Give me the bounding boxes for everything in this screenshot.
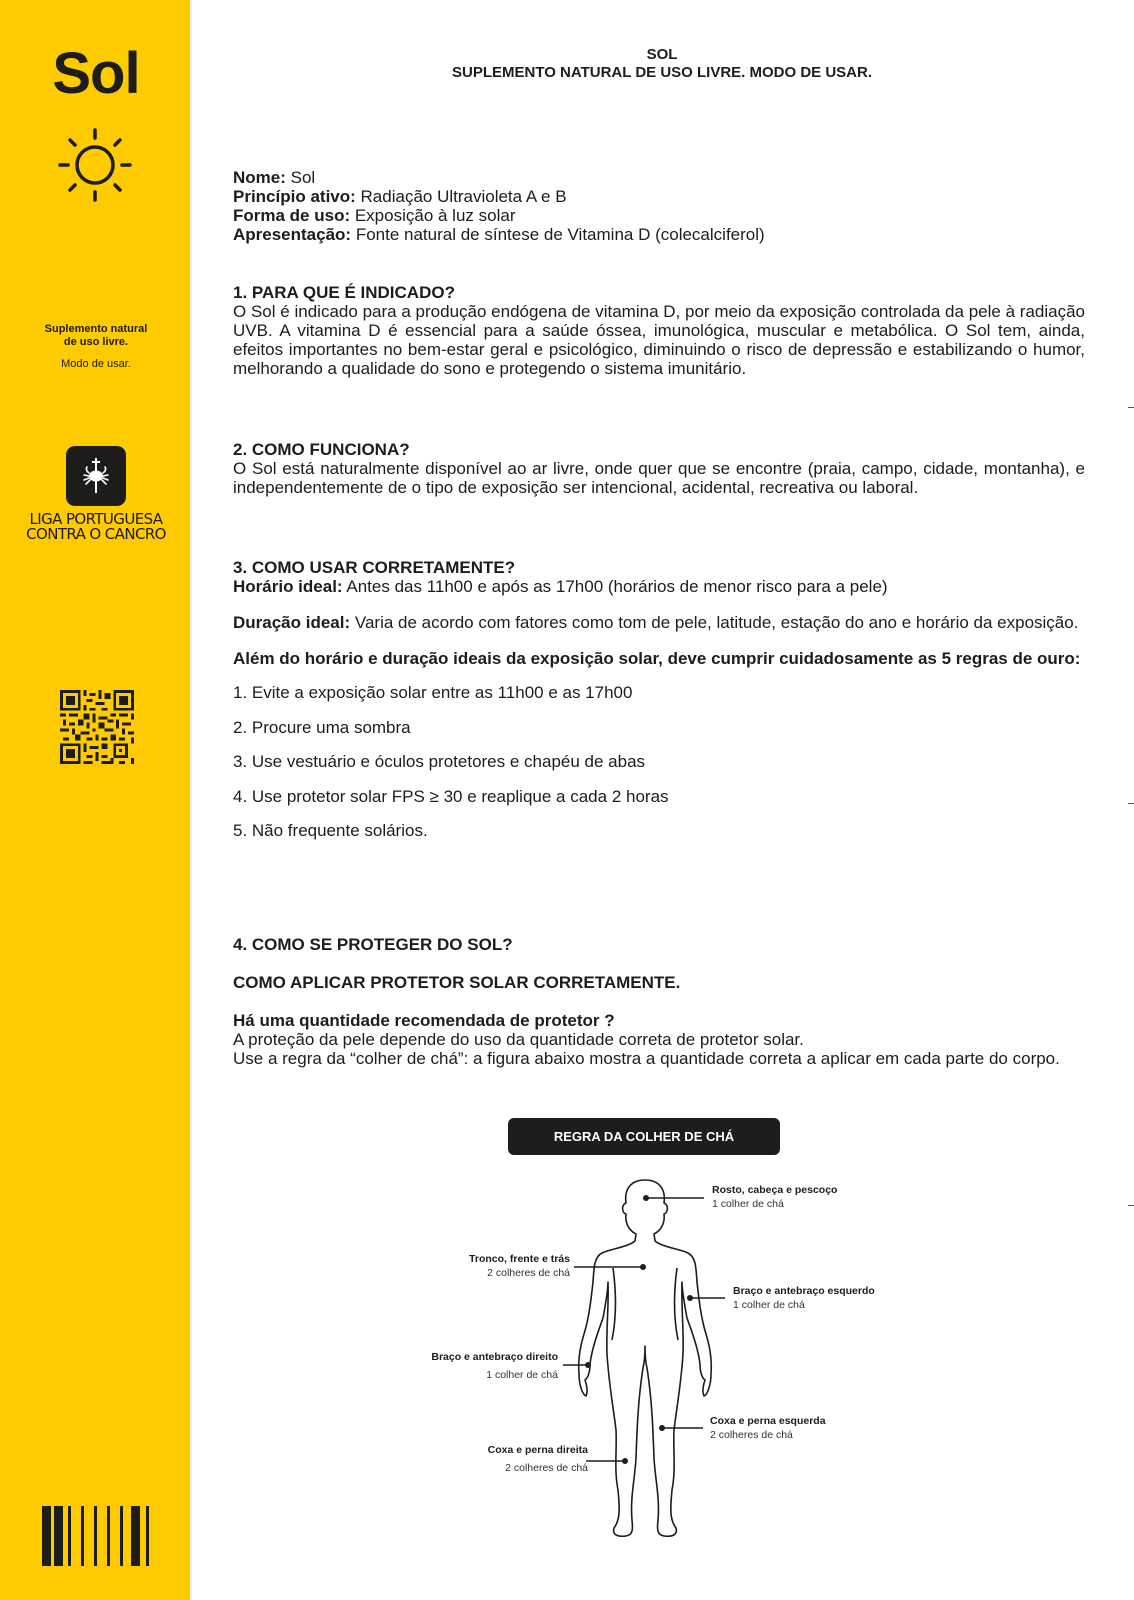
section-heading: 3. COMO USAR CORRETAMENTE? bbox=[233, 558, 516, 577]
list-item: 3. Use vestuário e óculos protetores e chapéu de abas bbox=[233, 752, 646, 771]
section-how-to-use bbox=[233, 558, 1085, 856]
list-item: 1. Evite a exposição solar entre as 11h00 e as 17h00 bbox=[233, 683, 633, 702]
product-presentation: Apresentação: Fonte natural de síntese de Vitamina D (colecalciferol) bbox=[233, 225, 765, 244]
title-line-2: SUPLEMENTO NATURAL DE USO LIVRE. MODO DE USAR. bbox=[451, 64, 873, 81]
tagline-line-2: de uso livre. bbox=[63, 336, 129, 348]
section-heading: 4. COMO SE PROTEGER DO SOL? bbox=[233, 935, 513, 954]
section-body-2: Use a regra da “colher de chá”: a figura abaixo mostra a quantidade correta a aplicar em cada parte do corpo. bbox=[233, 1049, 1060, 1068]
tagline-sub: Modo de usar. bbox=[61, 358, 131, 370]
product-info bbox=[233, 168, 1086, 244]
product-usage-form: Forma de uso: Exposição à luz solar bbox=[233, 206, 516, 225]
organization-name bbox=[0, 512, 192, 542]
list-item: 4. Use protetor solar FPS ≥ 30 e reaplique a cada 2 horas bbox=[233, 786, 669, 806]
section-body: O Sol é indicado para a produção endógena de vitamina D, por meio da exposição controlada da pele à radiação UVB. A vitamina D é essencial para a saúde óssea, imunológica, muscular e metabólica. O Sol tem, ainda, efeitos importantes no bem-estar geral e psicológico, diminuindo o risco de depressão e estabilizando o humor, melhorando a qualidade do sono e protegendo o sistema imunitário. bbox=[233, 302, 1085, 378]
lpcc-logo bbox=[66, 446, 126, 506]
crop-mark bbox=[1128, 803, 1134, 804]
barcode-icon bbox=[40, 1504, 155, 1568]
section-sun-protection bbox=[233, 935, 1085, 1068]
section-body-1: A proteção da pele depende do uso da quantidade correta de protetor solar. bbox=[233, 1030, 804, 1049]
label-head: Rosto, cabeça e pescoço 1 colher de chá bbox=[712, 1184, 838, 1210]
label-left-arm: Braço e antebraço esquerdo 1 colher de chá bbox=[733, 1285, 875, 1311]
label-trunk: Tronco, frente e trás 2 colheres de chá bbox=[469, 1253, 570, 1279]
section-indications bbox=[233, 283, 1085, 378]
tagline-line-1: Suplemento natural bbox=[44, 323, 148, 335]
title-line-1: SOL bbox=[646, 46, 678, 63]
sidebar-divider bbox=[190, 0, 192, 1600]
label-right-leg: Coxa e perna direita 2 colheres de chá bbox=[487, 1444, 588, 1474]
list-item: 2. Procure uma sombra bbox=[233, 717, 411, 737]
question-heading: Há uma quantidade recomendada de protetor ? bbox=[233, 1011, 615, 1030]
sidebar-tagline bbox=[0, 323, 192, 371]
qr-code-icon[interactable] bbox=[60, 690, 134, 764]
crop-mark bbox=[1128, 1205, 1134, 1206]
ideal-time: Horário ideal: Antes das 11h00 e após as 17h00 (horários de menor risco para a pele) bbox=[233, 577, 888, 596]
sun-icon bbox=[58, 128, 132, 202]
section-heading: 2. COMO FUNCIONA? bbox=[233, 440, 410, 459]
teaspoon-rule-badge: REGRA DA COLHER DE CHÁ bbox=[508, 1118, 780, 1155]
rules-intro: Além do horário e duração ideais da exposição solar, deve cumprir cuidadosamente as 5 regras de ouro: bbox=[233, 649, 1081, 668]
product-active-ingredient: Princípio ativo: Radiação Ultravioleta A e B bbox=[233, 187, 567, 206]
golden-rules-list bbox=[233, 683, 1085, 840]
list-item: 5. Não frequente solários. bbox=[233, 821, 428, 840]
product-name: Nome: Sol bbox=[233, 168, 316, 187]
sidebar bbox=[0, 0, 190, 1600]
label-left-leg: Coxa e perna esquerda 2 colheres de chá bbox=[710, 1415, 826, 1441]
document-title bbox=[190, 46, 1134, 82]
section-heading: 1. PARA QUE É INDICADO? bbox=[233, 283, 455, 302]
section-how-it-works bbox=[233, 440, 1085, 497]
section-body: O Sol está naturalmente disponível ao ar livre, onde quer que se encontre (praia, campo, cidade, montanha), e independentemente de o tipo de exposição ser intencional, acidental, recreativa ou laboral. bbox=[233, 459, 1085, 497]
ideal-duration: Duração ideal: Varia de acordo com fatores como tom de pele, latitude, estação do ano e horário da exposição. bbox=[233, 613, 1079, 632]
label-right-arm: Braço e antebraço direito 1 colher de chá bbox=[431, 1351, 558, 1381]
org-name-line-1: LIGA PORTUGUESA bbox=[29, 510, 163, 528]
lpcc-cross-crab-icon bbox=[66, 446, 126, 506]
crop-mark bbox=[1128, 407, 1134, 408]
org-name-line-2: CONTRA O CANCRO bbox=[26, 525, 166, 543]
section-subheading: COMO APLICAR PROTETOR SOLAR CORRETAMENTE. bbox=[233, 973, 681, 992]
brand-title: Sol bbox=[52, 41, 140, 106]
